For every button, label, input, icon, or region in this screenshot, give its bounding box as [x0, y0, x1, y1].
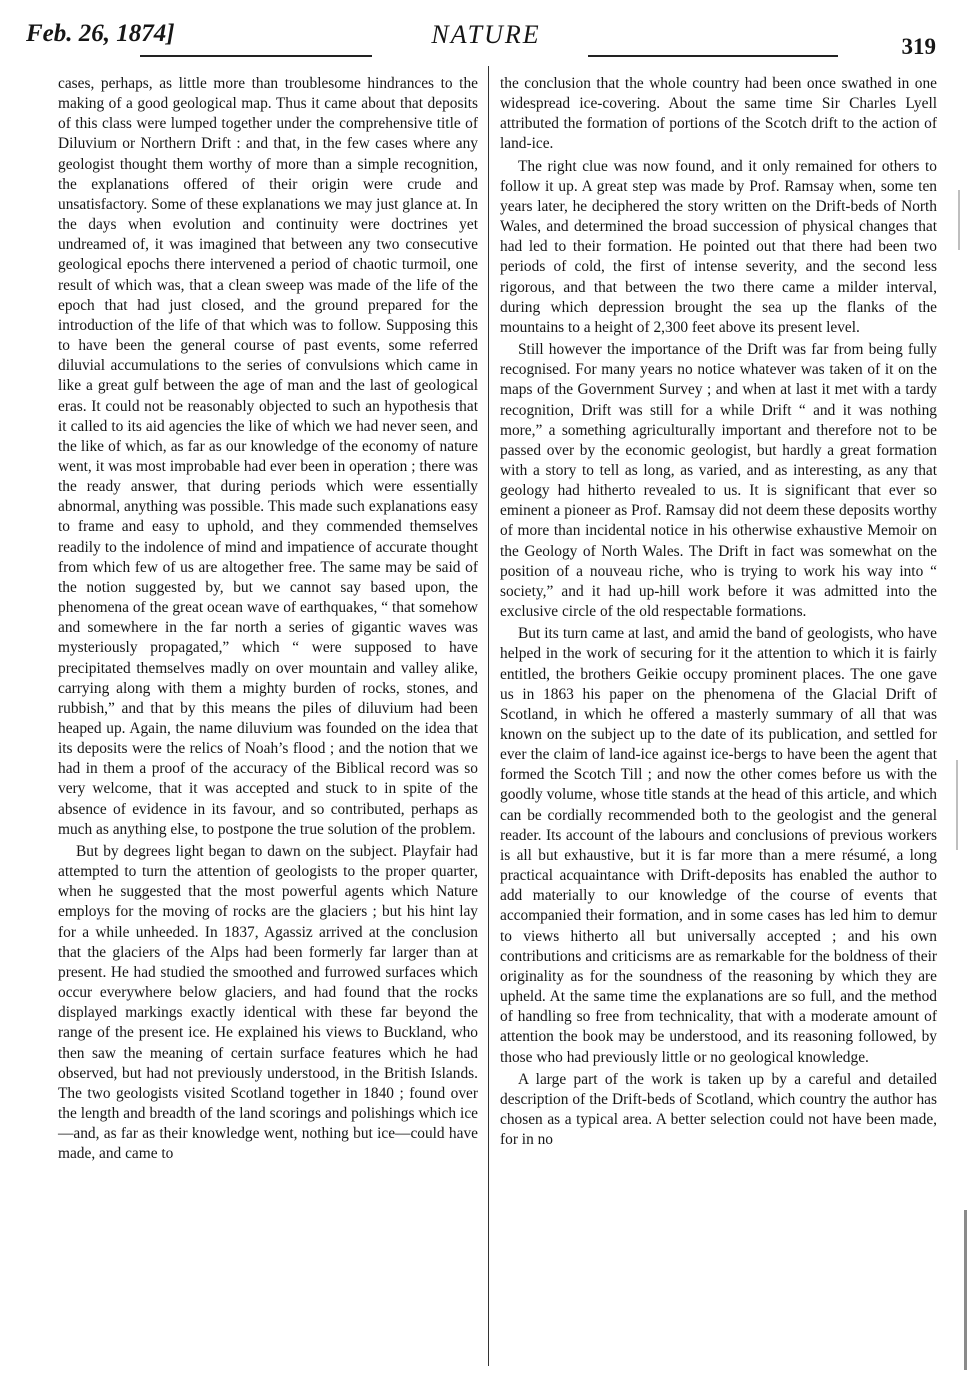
- issue-date: Feb. 26, 1874]: [26, 20, 175, 47]
- left-column: [58, 74, 478, 1164]
- scan-edge-mark: [958, 190, 960, 250]
- scan-edge-mark: [956, 760, 958, 850]
- header-rule-left: [140, 55, 372, 57]
- paragraph: A large part of the work is taken up by a careful and detailed description of the Drift-beds of Scotland, which country the author has chosen as a typical area. A better selection could not have been made, for in no: [500, 1070, 937, 1149]
- paragraph: the conclusion that the whole country had been once swathed in one widespread ice-covering. About the same time Sir Charles Lyell attributed the formation of portions of the Scotch drift to the action of land-ice.: [500, 75, 937, 153]
- paragraph: The right clue was now found, and it only remained for others to follow it up. A great step was made by Prof. Ramsay when, some ten years later, he deciphered the story written on the Drift-beds of North Wales, and determined the broad succession of physical changes that had led to their formation. He pointed out that there had been two periods of cold, the first of intense severity, and the second less rigorous, and that between the two there came a milder interval, during which depression brought the sea up the flanks of the mountains to a height of 2,300 feet above its present level.: [500, 157, 937, 336]
- page-number: 319: [901, 34, 936, 59]
- right-column: [500, 74, 937, 1150]
- paragraph: Still however the importance of the Drift was far from being fully recognised. For many years no notice whatever was taken of it on the maps of the Government Survey ; and when at last it met with a tardy recognition, Drift was still for a while Drift “ and it was nothing more,” a something agriculturally important and therefore not to be passed over by the economic geologist, but hardly a great formation with a story to tell as long, as varied, and as interesting, as any that geology had hitherto revealed to us. It is significant that ever so eminent a pioneer as Prof. Ramsay did not deem these deposits worthy of more than incidental notice in his otherwise exhaustive Memoir on the Geology of North Wales. The Drift in fact was somewhat on the position of a nouveau riche, who is trying to work his way into “ society,” and it had up-hill work before it was admitted into the exclusive circle of the old respectable formations.: [500, 341, 937, 621]
- column-divider: [488, 66, 489, 1366]
- paragraph: But by degrees light began to dawn on the subject. Playfair had attempted to turn the attention of geologists to the proper quarter, when he suggested that the most powerful agents which Nature employs for the moving of rocks are the glaciers ; but his hint lay for a while unheeded. In 1837, Agassiz arrived at the conclusion that the glaciers of the Alps had been formerly far larger than at present. He had studied the smoothed and furrowed surfaces which occur everywhere below glaciers, and had found that the rocks displayed markings exactly identical with these far beyond the range of the present ice. He explained his views to Buckland, who then saw the meaning of certain surface features which he had observed, but had not previously understood, in the British Islands. The two geologists visited Scotland together in 1840 ; found over the length and breadth of the land scorings and polishings which ice—and, as far as their knowledge went, nothing but ice—could have made, and came to: [58, 842, 478, 1163]
- paragraph: cases, perhaps, as little more than troublesome hindrances to the making of a good geological map. Thus it came about that deposits of this class were lumped together under the comprehensive title of Diluvium or Northern Drift : and that, in the few cases where any geologist thought them worthy of more than a simple recognition, the explanations offered of their origin were crude and unsatisfactory. Some of these explanations we may just glance at. In the days when evolution and continuity were doctrines yet undreamed of, it was imagined that between any two consecutive geological epochs there intervened a period of chaotic turmoil, one result of which was, that a clean sweep was made of the life of the epoch that had just closed, and the ground prepared for the introduction of the life of that which was to follow. Supposing this to have been the general course of past events, some referred diluvial accumulations to the series of convulsions which came in like a great gulf between the age of man and the last of geological eras. It could not be reasonably objected to such an hypothesis that it called to its aid agencies the like of which we had never seen, and the like of which, as far as our knowledge of the economy of nature went, it was most improbable had ever been in operation ; there was the ready answer, that during periods which were essentially abnormal, anything was possible. This made such explanations easy to frame and easy to uphold, and they commended themselves readily to the indolence of mind and impatience of accurate thought from which few of us are altogether free. The same may be said of the notion suggested by, but we cannot say based upon, the phenomena of the great ocean wave of earthquakes, “ that somehow and somewhere in the far north a series of gigantic waves was mysteriously propagated,” which “ were supposed to have precipitated themselves madly on over mountain and valley alike, carrying along with them a mighty burden of rocks, stones, and rubbish,” and that by this means the piles of diluvium had been heaped up. Again, the name diluvium was founded on the idea that its deposits were the relics of Noah’s flood ; and the notion that we had in them a proof of the accuracy of the Biblical record was so very welcome, that it was accepted and stuck to in spite of the absence of evidence in its favour, and so contributed, perhaps as much as anything else, to postpone the true solution of the problem.: [58, 75, 478, 838]
- header-rule-right: [588, 55, 838, 57]
- scan-edge-mark: [964, 1210, 967, 1370]
- paragraph: But its turn came at last, and amid the band of geologists, who have helped in the work of securing for it the attention to which it is fairly entitled, the brothers Geikie occupy prominent places. The one gave us in 1863 his paper on the phenomena of the Glacial Drift of Scotland, in which he offered a masterly summary of all that was known on the subject up to the date of its publication, and settled for ever the claim of land-ice against ice-bergs to have been the agent that formed the Scotch Till ; and now the other comes before us with the goodly volume, whose title stands at the head of this article, and which can be cordially recommended both to the geologist and the general reader. Its account of the labours and conclusions of previous workers is all but exhaustive, but it is far more than a mere résumé, a long practical acquaintance with Drift-deposits has enabled the author to add materially to our knowledge of the course of events that accompanied their formation, and in some cases has led him to demur to views hitherto all but universally accepted ; and his own contributions and criticisms are as remarkable for the boldness of their originality as for the soundness of the reasoning by which they are upheld. At the same time the explanations are so full, and the method of handling so free from technicality, that with a moderate amount of attention the book may be understood, and its reasoning followed, by those who had previously little or no geological knowledge.: [500, 625, 937, 1066]
- journal-title: NATURE: [431, 20, 541, 49]
